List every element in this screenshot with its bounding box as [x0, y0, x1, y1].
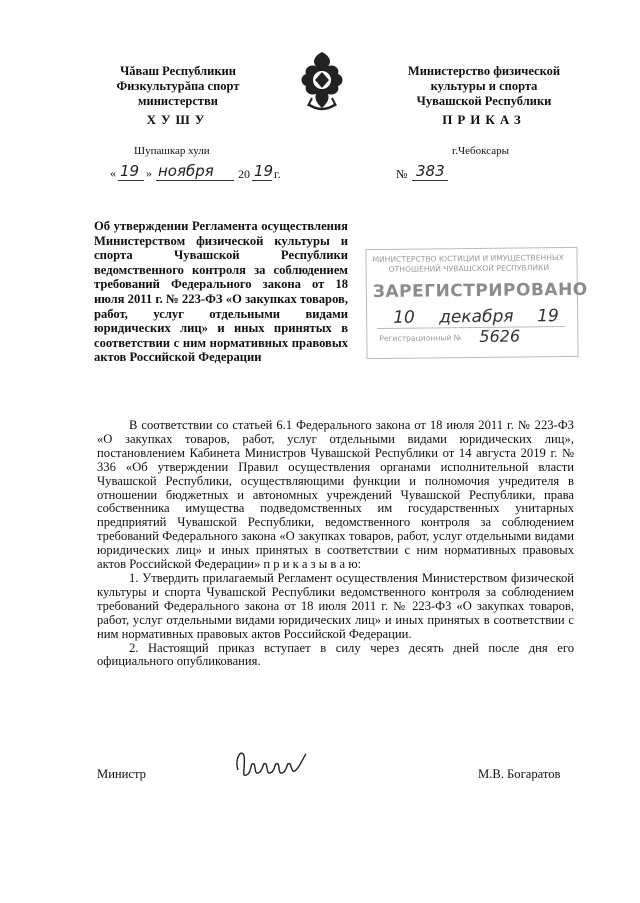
header-left-line: Физкультурăпа спорт	[116, 79, 240, 93]
stamp-month: декабря	[439, 306, 514, 328]
header-left	[88, 64, 268, 128]
header-right-line: культуры и спорта	[430, 79, 538, 93]
stamp-reg-number: 5626	[479, 326, 521, 346]
header-right-title: ПРИКАЗ	[442, 112, 526, 127]
item-2: 2. Настоящий приказ вступает в силу через десять дней после дня его официального опубликования.	[97, 640, 574, 669]
date-year-prefix: 20	[238, 167, 250, 181]
header-left-line: министерстви	[138, 94, 218, 108]
stamp-org-line: ОТНОШЕНИЙ ЧУВАШСКОЙ РЕСПУБЛИКИ	[388, 263, 550, 274]
date-month: ноября	[158, 162, 214, 180]
order-number	[396, 162, 456, 184]
date-day: 19	[120, 162, 140, 180]
header-right	[388, 64, 580, 128]
date-line: « 19 » ноября 20 19 г.	[110, 162, 281, 181]
stamp-day: 10	[393, 307, 415, 328]
stamp-status: ЗАРЕГИСТРИРОВАНО	[372, 279, 588, 303]
registration-stamp	[365, 247, 588, 359]
preamble-text: В соответствии со статьей 6.1 Федерального закона от 18 июля 2011 г. № 223-ФЗ «О закупках товаров, работ, услуг отдельными видами юридических лиц», постановлением Кабинета Министров Чувашской Республики от 14 августа 2019 г. № 336 «Об утверждении Правил осуществления органами исполнительной власти Чувашской Республики, осуществляющими функции и полномочия учредителя в отношении бюджетных и автономных учреждений Чувашской Республики, права собственника имущества подведомственных им государственных унитарных предприятий Чувашской Республики, ведомственного контроля за соблюдением требований Федерального закона «О закупках товаров, работ, услуг отдельными видами юридических лиц» и иных принятых в соответствии с ним нормативных правовых актов Российской Федерации»	[97, 418, 574, 572]
header-left-title: ХУШУ	[146, 112, 210, 127]
emblem-icon	[294, 48, 350, 116]
header-right-line: Министерство физической	[407, 64, 561, 78]
number-label: №	[396, 167, 408, 181]
item-1: 1. Утвердить прилагаемый Регламент осуществления Министерством физической культуры и спорта Чувашской Республики ведомственного контроля за соблюдением требований Федерального закона от 18 июля 2011 г. № 223-ФЗ «О закупках товаров, работ, услуг отдельными видами юридических лиц» и иных принятых в соответствии с ним нормативных правовых актов Российской Федерации.	[97, 570, 574, 641]
preamble-paragraph	[97, 419, 574, 572]
header-right-line: Чувашской Республики	[416, 94, 552, 108]
order-word: п р и к а з ы в а ю:	[260, 557, 362, 572]
date-year-end: г.	[274, 167, 281, 181]
right-city: г.Чебоксары	[452, 145, 510, 157]
signature-image	[232, 740, 312, 790]
signature-name: М.В. Богаратов	[478, 767, 561, 781]
stamp-org-line: МИНИСТЕРСТВО ЮСТИЦИИ И ИМУЩЕСТВЕННЫХ	[372, 253, 564, 265]
header-left-line: Чăваш Республикин	[120, 64, 236, 78]
subject-title: Об утверждении Регламента осуществления Министерством физической культуры и спорта Чувашской Республики ведомственного контроля за соблюдением требований Федерального закона от 18 июля 2011 г. № 223-ФЗ «О закупках товаров, работ, услуг отдельными видами юридических лиц» и иных принятых в соответствии с ним нормативных правовых актов Российской Федерации	[94, 219, 348, 365]
signature-position: Министр	[97, 767, 146, 781]
left-city: Шупашкар хули	[134, 145, 210, 157]
stamp-year: 19	[537, 306, 559, 327]
stamp-reg-label: Регистрационный №	[379, 333, 462, 343]
date-year-suffix: 19	[254, 162, 274, 180]
body-text	[97, 419, 574, 669]
number-value: 383	[416, 162, 445, 180]
